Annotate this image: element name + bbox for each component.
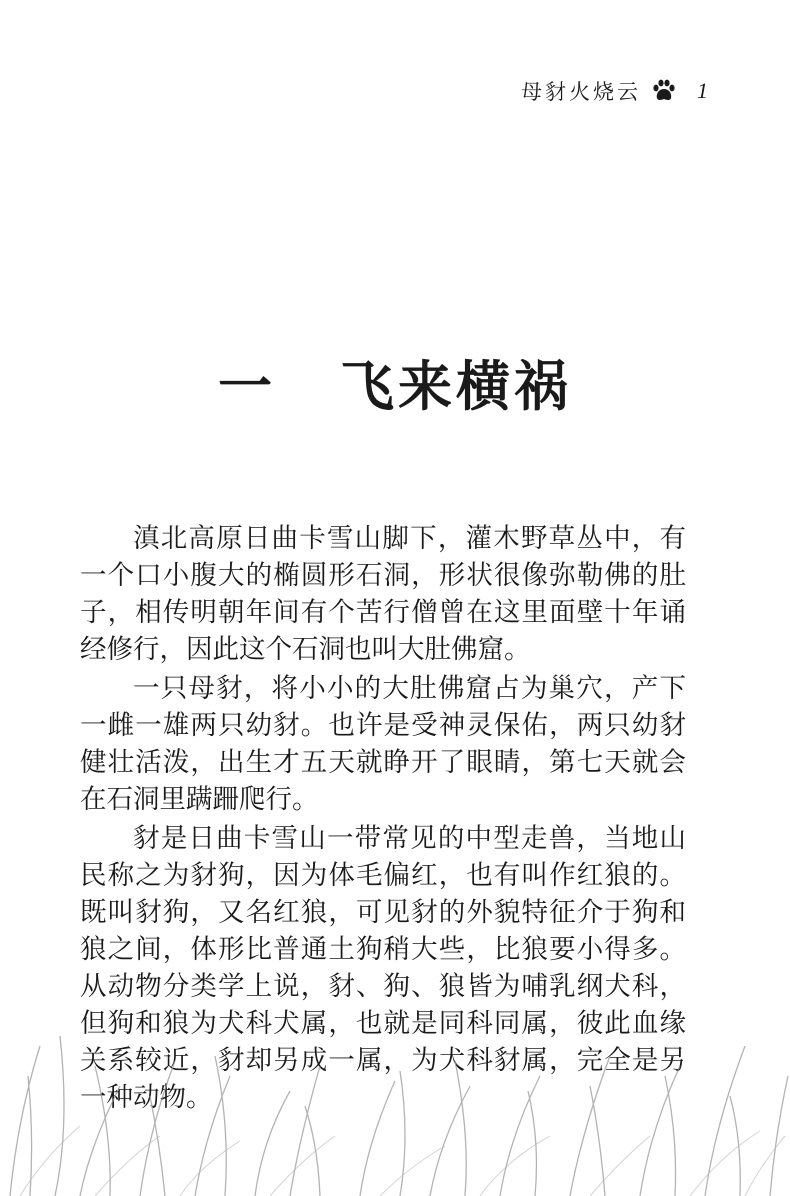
chapter-title: 飞来横祸 (340, 355, 572, 419)
paragraph: 一只母豺，将小小的大肚佛窟占为巢穴，产下一雌一雄两只幼豺。也许是受神灵保佑，两只幼豺健壮活泼，出生才五天就睁开了眼睛，第七天就会在石洞里蹒跚爬行。 (80, 673, 686, 815)
page-number: 1 (697, 78, 708, 103)
body-text (80, 520, 686, 1118)
running-title: 母豺火烧云 (521, 80, 641, 104)
chapter-heading (0, 344, 790, 421)
chapter-number: 一 (218, 355, 276, 419)
paragraph: 豺是日曲卡雪山一带常见的中型走兽，当地山民称之为豺狗，因为体毛偏红，也有叫作红狼的。既叫豺狗，又名红狼，可见豺的外貌特征介于狗和狼之间，体形比普通土狗稍大些，比狼要小得多。从动物分类学上说，豺、狗、狼皆为哺乳纲犬科，但狗和狼为犬科犬属，也就是同科同属，彼此血缘关系较近，豺却另成一属，为犬科豺属，完全是另一种动物。 (80, 823, 686, 1113)
paw-icon (651, 78, 677, 104)
running-header (521, 76, 708, 106)
paragraph: 滇北高原日曲卡雪山脚下，灌木野草丛中，有一个口小腹大的椭圆形石洞，形状很像弥勒佛的肚子，相传明朝年间有个苦行僧曾在这里面壁十年诵经修行，因此这个石洞也叫大肚佛窟。 (80, 523, 686, 665)
